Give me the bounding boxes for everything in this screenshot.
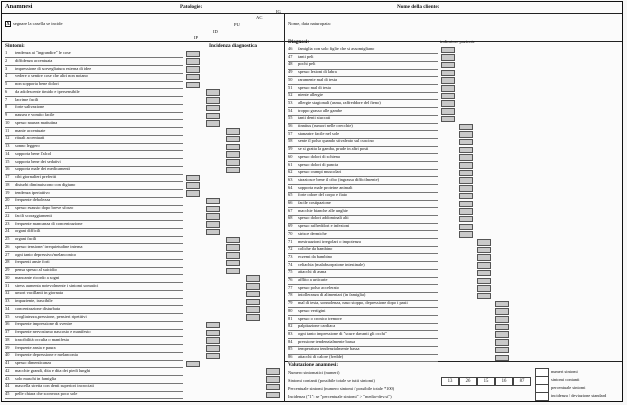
incidence-box[interactable] — [459, 216, 473, 223]
row-number: 28 — [5, 259, 10, 265]
incidence-box[interactable] — [495, 339, 509, 346]
incidence-box[interactable] — [206, 337, 220, 344]
incidence-box[interactable] — [266, 368, 280, 375]
row-text: spesso dimenticanza — [15, 360, 51, 365]
incidence-box[interactable] — [266, 376, 280, 383]
row-text: spesso polso accelerato — [298, 284, 339, 290]
row-number: 81 — [288, 315, 293, 321]
row-number: 13 — [5, 143, 10, 148]
indicator-heading: indicatore paziente — [440, 39, 475, 44]
row-text: afflito a urticarie — [298, 277, 328, 282]
incidence-box[interactable] — [226, 268, 240, 275]
incidence-box[interactable] — [186, 182, 200, 189]
row-number: 75 — [288, 269, 293, 275]
row-text: cibi giornalieri preferiti — [15, 174, 57, 179]
row-number: 54 — [288, 107, 293, 113]
row-text: pelle chiara che sconvora poco sole — [15, 391, 78, 396]
incidence-box[interactable] — [495, 347, 509, 354]
valutazione-row-2: Sintomi contanti (possibile totale se tutti sintomi) — [288, 378, 375, 383]
row-text: stress aumenta notevolmente i sintomi somatici — [15, 282, 99, 288]
row-number: 45 — [5, 391, 10, 396]
row-text: attacchi di asma — [298, 269, 327, 275]
row-text: forte odore del corpo e fiato — [298, 192, 348, 198]
incidence-box[interactable] — [495, 316, 509, 323]
row-number: 23 — [5, 220, 10, 226]
row-number: 66 — [288, 200, 293, 205]
row-text: frequente depressione e melanconia — [15, 352, 78, 358]
incidence-box[interactable] — [459, 193, 473, 200]
incidence-box[interactable] — [186, 74, 200, 81]
row-text: spesso dolori addominali alti — [298, 215, 349, 221]
valutazione-heading: Valutazione anamnesi: — [288, 362, 339, 368]
incidence-box[interactable] — [266, 384, 280, 391]
incidence-box[interactable] — [206, 198, 220, 205]
row-text: raramente mal di testa — [298, 76, 337, 82]
row-text: celiachia (malabsorpzione intestinale) — [298, 261, 365, 267]
row-number: 30 — [5, 274, 10, 280]
incidence-box[interactable] — [441, 93, 455, 100]
incidence-box[interactable] — [246, 283, 260, 290]
row-number: 33 — [5, 298, 10, 303]
row-number: 37 — [5, 329, 10, 334]
row-text: vedere o sentire cose che altri non notano — [15, 73, 88, 79]
total-pu: 15 — [477, 377, 495, 386]
incidence-box[interactable] — [206, 221, 220, 228]
row-number: 25 — [5, 236, 10, 241]
row-text: rituali accentuati — [15, 135, 45, 141]
row-text: tanti denti stuccati — [298, 115, 331, 121]
row-text: pensa spesso al suicidio — [15, 267, 57, 272]
incidence-box[interactable] — [441, 108, 455, 115]
row-text: impressione di sorvegliatura esterna di idee — [15, 65, 92, 71]
row-number: 47 — [288, 53, 293, 59]
row-text: manie accentuate — [15, 127, 46, 133]
row-number: 17 — [5, 174, 10, 179]
incidence-box[interactable] — [441, 100, 455, 107]
row-text: spesso tensione/ irrequietudine interna — [15, 243, 83, 249]
row-text: temperatura tendenzialmente bassa — [298, 346, 360, 352]
row-text: frequente nervosismo nascosto e manifesto — [15, 329, 91, 334]
incidence-box[interactable] — [477, 285, 491, 292]
nome-label: Nome, data naturopata: — [288, 21, 331, 26]
row-number: 85 — [288, 346, 293, 352]
row-text: coliche da bambino — [298, 246, 333, 252]
incidence-box[interactable] — [477, 293, 491, 300]
row-number: 82 — [288, 323, 293, 329]
row-text: irascibilità occulta o manifesta — [15, 336, 69, 342]
row-text: facile costipazione — [298, 200, 331, 205]
row-text: palpitazione cardiaca — [298, 323, 336, 329]
incidence-box[interactable] — [246, 314, 260, 321]
row-text: da adolescente timido e ipersensibile — [15, 88, 80, 94]
row-number: 67 — [288, 207, 293, 213]
col-code-ip: IP — [194, 35, 199, 40]
row-text: mal di testa, sonnolenza, naso stoppo, depressione dopo i pasti — [298, 300, 408, 306]
incidence-box[interactable] — [495, 331, 509, 338]
row-text: impaziente, irascibile — [15, 298, 53, 303]
row-text: umori vacillanti in giornata — [15, 290, 63, 296]
row-number: 58 — [288, 138, 293, 144]
row-number: 20 — [5, 197, 10, 203]
row-text: mestruazioni irregolari o impotenza — [298, 238, 361, 244]
valutazione-row-3: Percentuale sintomi (numero sintomi / possibile totale *100) — [288, 386, 395, 391]
form-title: Anamnesi — [5, 3, 33, 10]
col-code-ac: AC — [256, 15, 263, 20]
valutazione-row-4: Incidenza ("1": se "percentuale sintomi" > "media+dev.st") — [288, 394, 392, 399]
row-number: 72 — [288, 246, 293, 252]
row-text: macchie grandi, dita e dita dei piedi lunghi — [15, 367, 91, 373]
row-text: intolleranza di alimentari (in famiglia) — [298, 292, 366, 298]
row-number: 62 — [288, 169, 293, 175]
row-text: spesso crampi muscolari — [298, 169, 342, 175]
right-label-4: incidenza / deviazione standard — [551, 393, 607, 398]
total-id: 26 — [459, 377, 477, 386]
incidence-box[interactable] — [495, 308, 509, 315]
row-text: frequente mancanza di concentrazione — [15, 220, 83, 226]
incidence-box[interactable] — [226, 167, 240, 174]
row-number: 50 — [288, 76, 293, 82]
row-text: disturbi diminuiscono con digiuno — [15, 181, 76, 187]
row-text: ogni tanto impressione di "scure davanti gli occhi" — [298, 330, 387, 336]
row-text: sopporta male dei medicamenti — [15, 166, 70, 172]
row-text: se si gratta la gamba, prude in altri posti — [298, 146, 369, 152]
row-number: 71 — [288, 238, 293, 244]
row-text: famiglia con solo figlie che si assomigliano — [298, 46, 375, 51]
incidence-box[interactable] — [459, 185, 473, 192]
incidence-box[interactable] — [206, 113, 220, 120]
incidence-box[interactable] — [441, 54, 455, 61]
row-text: sopporta male proteine animali — [298, 184, 353, 190]
incidence-box[interactable] — [459, 201, 473, 208]
incidence-box[interactable] — [477, 262, 491, 269]
incidence-box[interactable] — [495, 324, 509, 331]
row-text: frequente debolezza — [15, 197, 51, 203]
row-number: 8 — [5, 104, 8, 110]
incidence-box[interactable] — [186, 51, 200, 58]
result-cell-4[interactable] — [535, 392, 549, 401]
row-rule — [5, 398, 183, 399]
incidence-box[interactable] — [226, 252, 240, 259]
right-label-2: sintomi contanti — [551, 377, 580, 382]
row-number: 60 — [288, 153, 293, 159]
incidence-box[interactable] — [495, 355, 509, 362]
incidence-box[interactable] — [459, 139, 473, 146]
incidence-box[interactable] — [226, 136, 240, 143]
incidence-box[interactable] — [477, 278, 491, 285]
row-text: ogni tanto depressivo/melanconico — [15, 251, 77, 257]
row-number: 15 — [5, 158, 10, 164]
center-divider — [284, 13, 285, 402]
row-number: 69 — [288, 223, 293, 229]
row-number: 65 — [288, 192, 293, 198]
row-text: spesso nausea mattutina — [15, 119, 58, 125]
incidence-box[interactable] — [459, 162, 473, 169]
row-text: facili scoraggiamenti — [15, 212, 52, 218]
sintomi-heading: Sintomi: — [5, 43, 25, 49]
row-text: allergie stagionali (asma, raffreddore del fieno) — [298, 99, 381, 105]
row-number: 86 — [288, 354, 293, 359]
incidence-box[interactable] — [206, 322, 220, 329]
incidence-box[interactable] — [206, 330, 220, 337]
incidence-box[interactable] — [206, 89, 220, 96]
row-text: spesso raffreddori e infezioni — [298, 223, 350, 229]
row-text: nausea e vomito facile — [15, 112, 55, 117]
row-number: 24 — [5, 228, 10, 234]
row-text: spesso o cronico tremore — [298, 315, 342, 321]
incidence-box[interactable] — [441, 85, 455, 92]
incidence-box[interactable] — [266, 392, 280, 399]
row-text: mancante ricordo a sogni — [15, 274, 60, 280]
row-number: 14 — [5, 150, 10, 156]
row-number: 27 — [5, 251, 10, 257]
right-label-3: percentuale sintomi — [551, 385, 586, 390]
incide-checkbox[interactable]: X — [6, 22, 10, 27]
row-number: 43 — [5, 375, 10, 381]
incidence-box[interactable] — [186, 361, 200, 368]
row-number: 51 — [288, 84, 293, 90]
row-number: 11 — [5, 127, 10, 133]
row-text: pochi peli — [298, 61, 316, 67]
row-text: troppo grasso alle gambe — [298, 107, 343, 113]
row-number: 68 — [288, 215, 293, 221]
incidence-box[interactable] — [246, 299, 260, 306]
row-number: 32 — [5, 290, 10, 296]
incidence-box[interactable] — [226, 159, 240, 166]
row-number: 46 — [288, 46, 293, 51]
row-number: 59 — [288, 146, 293, 152]
row-text: spesso esausto dopo breve sforzo — [15, 205, 74, 210]
incidence-box[interactable] — [206, 120, 220, 127]
row-text: frequente impressione di svenire — [15, 321, 73, 327]
row-number: 2 — [5, 57, 8, 63]
row-number: 53 — [288, 99, 293, 105]
row-number: 4 — [5, 73, 8, 79]
row-text: sente il polso quando stivaleato sul cuscino — [298, 138, 374, 144]
incidence-box[interactable] — [459, 177, 473, 184]
incidence-box[interactable] — [206, 97, 220, 104]
row-text: tinnitus (rumori nelle orecchie) — [298, 123, 353, 128]
incidence-box[interactable] — [441, 70, 455, 77]
valutazione-row-1: Numero sintomatici (numeri) — [288, 370, 340, 375]
row-text: pressione tendenzialmente bassa — [298, 338, 356, 344]
row-text: spesso vertigini — [298, 307, 326, 313]
row-number: 64 — [288, 184, 293, 190]
incidence-box[interactable] — [186, 82, 200, 89]
incidence-box[interactable] — [459, 208, 473, 215]
row-text: mascella stretta con denti superiori incrociati — [15, 383, 94, 389]
sections-divider — [2, 41, 622, 42]
incidence-box[interactable] — [226, 128, 240, 135]
row-number: 5 — [5, 81, 8, 86]
incidence-box[interactable] — [495, 301, 509, 308]
total-ip: 13 — [441, 377, 459, 386]
incidence-box[interactable] — [186, 66, 200, 73]
row-text: sopporta bene dei sedativi — [15, 158, 61, 164]
row-number: 22 — [5, 212, 10, 218]
row-number: 52 — [288, 92, 293, 98]
incidence-box[interactable] — [459, 124, 473, 131]
header-divider — [2, 13, 622, 14]
row-text: stanzatre facile nel sole — [298, 130, 340, 136]
incidence-box[interactable] — [459, 154, 473, 161]
row-text: non sopporta bene dolori — [15, 81, 59, 86]
row-number: 3 — [5, 65, 8, 71]
incidence-box[interactable] — [477, 239, 491, 246]
row-number: 61 — [288, 161, 293, 167]
incidence-box[interactable] — [186, 175, 200, 182]
incidence-box[interactable] — [441, 77, 455, 84]
row-number: 57 — [288, 130, 293, 136]
incidence-box[interactable] — [246, 275, 260, 282]
incidence-box[interactable] — [459, 231, 473, 238]
row-number: 76 — [288, 277, 293, 282]
row-number: 56 — [288, 123, 293, 128]
row-number: 38 — [5, 336, 10, 342]
row-text: frequente ansia e paura — [15, 344, 56, 350]
row-number: 48 — [288, 61, 293, 67]
row-text: sonno leggero — [15, 143, 40, 148]
incidence-box[interactable] — [226, 144, 240, 151]
row-number: 49 — [288, 69, 293, 75]
row-text: macchie bianche alle unghie — [298, 207, 348, 213]
row-number: 10 — [5, 119, 10, 125]
incidence-box[interactable] — [459, 224, 473, 231]
row-text: eczemi da bambino — [298, 253, 333, 259]
row-number: 26 — [5, 243, 10, 249]
row-number: 6 — [5, 88, 8, 94]
total-ig: 87 — [513, 377, 531, 386]
row-number: 31 — [5, 282, 10, 288]
incidence-box[interactable] — [226, 244, 240, 251]
col-code-id: ID — [213, 29, 218, 34]
row-text: solo maschi in famiglia — [15, 375, 57, 381]
row-text: frequenti ansie forti — [15, 259, 50, 265]
row-text: svogliatezza,pressione, pensieri ripetitivi — [15, 313, 87, 319]
right-label-1: numeri sintomi — [551, 369, 578, 374]
row-number: 77 — [288, 284, 293, 290]
row-number: 83 — [288, 330, 293, 336]
incidence-box[interactable] — [226, 260, 240, 267]
row-number: 1 — [5, 50, 8, 55]
row-number: 79 — [288, 300, 293, 306]
incidence-box[interactable] — [459, 147, 473, 154]
checkbox-note: segnare la casella se incide — [13, 21, 63, 26]
incidence-box[interactable] — [477, 247, 491, 254]
row-number: 7 — [5, 96, 8, 102]
row-number: 42 — [5, 367, 10, 373]
row-number: 78 — [288, 292, 293, 298]
row-number: 39 — [5, 344, 10, 350]
row-text: spesso mal di testa — [298, 84, 331, 90]
incidenza-heading: Incidenza diagnostica — [209, 43, 257, 49]
incidence-box[interactable] — [459, 131, 473, 138]
row-number: 34 — [5, 305, 10, 311]
row-text: spesso lesioni di labra — [298, 69, 337, 75]
incidence-box[interactable] — [477, 270, 491, 277]
incidence-box[interactable] — [226, 237, 240, 244]
row-number: 21 — [5, 205, 10, 210]
row-number: 63 — [288, 176, 293, 182]
row-number: 9 — [5, 112, 8, 117]
incidence-box[interactable] — [246, 291, 260, 298]
row-text: organi facili — [15, 236, 37, 241]
row-number: 40 — [5, 352, 10, 358]
incidence-box[interactable] — [186, 58, 200, 65]
row-number: 35 — [5, 313, 10, 319]
row-number: 18 — [5, 181, 10, 187]
incidence-box[interactable] — [206, 353, 220, 360]
row-text: straziosce bene il cibo (ingrassa difficilmente) — [298, 176, 379, 182]
row-text: organi difficili — [15, 228, 41, 234]
incidence-box[interactable] — [206, 345, 220, 352]
row-text: tanti peli — [298, 53, 314, 59]
incidence-box[interactable] — [226, 151, 240, 158]
incidence-box[interactable] — [441, 116, 455, 123]
incidence-box[interactable] — [246, 306, 260, 313]
col-code-pu: PU — [234, 22, 240, 27]
row-text: concentrazione disturbata — [15, 305, 60, 311]
row-text: strisce dermiche — [298, 230, 327, 236]
row-text: spesso dolori di schiena — [298, 153, 340, 159]
incidence-box[interactable] — [477, 254, 491, 261]
col-code-ig: IG — [276, 9, 281, 14]
row-number: 55 — [288, 115, 293, 121]
incidence-box[interactable] — [459, 170, 473, 177]
row-number: 41 — [5, 360, 10, 365]
patologie-label: Patologie: — [180, 4, 203, 10]
row-text: diffidenza accentuata — [15, 57, 53, 63]
row-text: tendenza ai "ingrandire" le cose — [15, 50, 71, 55]
row-rule — [288, 361, 438, 362]
incidence-box[interactable] — [206, 105, 220, 112]
incidence-box[interactable] — [206, 213, 220, 220]
row-text: tendenza ipertattivo — [15, 189, 50, 195]
row-text: spesso dolori di pancia — [298, 161, 339, 167]
row-text: sopporta bene l'alcol — [15, 150, 52, 156]
diagnosi-heading: Diagnosi: — [288, 39, 310, 45]
row-number: 36 — [5, 321, 10, 327]
row-number: 29 — [5, 267, 10, 272]
row-number: 44 — [5, 383, 10, 389]
row-number: 12 — [5, 135, 10, 141]
row-text: niente allergie — [298, 92, 323, 98]
row-number: 70 — [288, 230, 293, 236]
cliente-label: Nome della cliente: — [397, 4, 440, 10]
row-number: 16 — [5, 166, 10, 172]
row-number: 73 — [288, 253, 293, 259]
row-number: 84 — [288, 338, 293, 344]
row-number: 74 — [288, 261, 293, 267]
incidence-box[interactable] — [206, 229, 220, 236]
row-number: 80 — [288, 307, 293, 313]
incidence-box[interactable] — [441, 47, 455, 54]
incidence-box[interactable] — [206, 206, 220, 213]
incidence-box[interactable] — [186, 190, 200, 197]
row-text: lacrime facili — [15, 96, 39, 102]
row-text: attacchi di calore (fredde) — [298, 354, 344, 359]
total-ac: 16 — [495, 377, 513, 386]
row-number: 19 — [5, 189, 10, 195]
incidence-box[interactable] — [441, 62, 455, 69]
row-text: forte salivazione — [15, 104, 45, 110]
